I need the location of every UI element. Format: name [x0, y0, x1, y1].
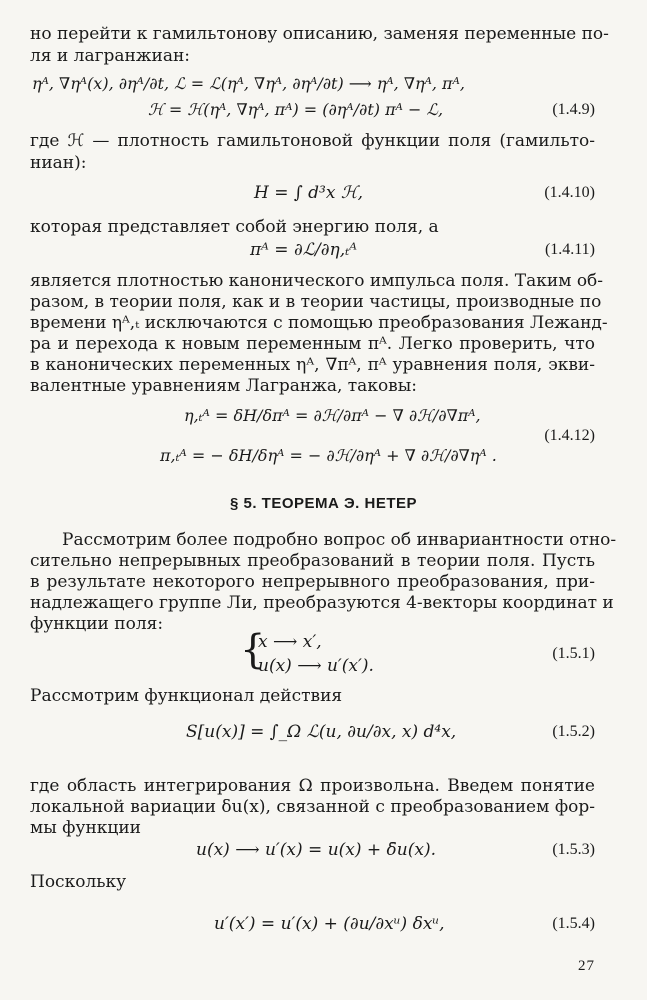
text-line: функции поля:	[30, 614, 164, 634]
text-line: в результате некоторого непрерывного преобразования, при-	[30, 572, 595, 592]
text-line: ниан):	[30, 153, 87, 173]
text-line: разом, в теории поля, как и в теории частицы, производные по	[30, 292, 602, 312]
section-heading: § 5. ТЕОРЕМА Э. НЕТЕР	[229, 495, 418, 512]
text-line: является плотностью канонического импульса поля. Таким об-	[30, 271, 604, 291]
text-line: ра и перехода к новым переменным πᴬ. Легко проверить, что	[30, 334, 595, 354]
text-line: времени ηᴬ,ₜ исключаются с помощью преобразования Лежанд-	[30, 313, 608, 333]
equation-number: (1.4.12)	[544, 427, 595, 444]
equation-1-5-2: S[u(x)] = ∫_Ω ℒ(u, ∂u/∂x, x) d⁴x,	[186, 722, 457, 742]
text-line: но перейти к гамильтонову описанию, заменяя переменные по-	[30, 24, 609, 44]
text-line: мы функции	[30, 818, 142, 838]
equation-1-4-9-line1: ηᴬ, ∇ηᴬ(x), ∂ηᴬ/∂t, ℒ = ℒ(ηᴬ, ∇ηᴬ, ∂ηᴬ/∂t) ⟶ ηᴬ, ∇ηᴬ, πᴬ,	[32, 74, 465, 93]
equation-1-5-1-line2: u(x) ⟶ u′(x′).	[258, 656, 374, 676]
brace: {	[240, 627, 266, 673]
text-line: где ℋ — плотность гамильтоновой функции поля (гамильто-	[30, 131, 595, 151]
text-line: которая представляет собой энергию поля, а	[30, 217, 439, 237]
text-line: сительно непрерывных преобразований в теории поля. Пусть	[30, 551, 595, 571]
text-line: ля и лагранжиан:	[30, 46, 191, 66]
text-line: надлежащего группе Ли, преобразуются 4-векторы координат и	[30, 593, 614, 613]
equation-1-4-12-line2: π,ₜᴬ = − δH/δηᴬ = − ∂ℋ/∂ηᴬ + ∇ ∂ℋ/∂∇ηᴬ .	[160, 446, 497, 465]
equation-number: (1.4.11)	[544, 241, 595, 258]
text-line: Рассмотрим функционал действия	[30, 686, 343, 706]
text-line: локальной вариации δu(x), связанной с преобразованием фор-	[30, 797, 595, 817]
equation-1-5-4: u′(x′) = u′(x) + (∂u/∂xᵘ) δxᵘ,	[214, 914, 445, 934]
text-line: Поскольку	[30, 872, 127, 892]
equation-number: (1.4.10)	[544, 184, 595, 201]
equation-number: (1.4.9)	[552, 101, 595, 118]
equation-1-4-9-line2: ℋ = ℋ(ηᴬ, ∇ηᴬ, πᴬ) = (∂ηᴬ/∂t) πᴬ − ℒ,	[148, 100, 444, 119]
text-line: Рассмотрим более подробно вопрос об инвариантности отно-	[62, 530, 617, 550]
equation-number: (1.5.2)	[552, 723, 595, 740]
equation-1-4-10: H = ∫ d³x ℋ,	[254, 183, 364, 203]
equation-1-5-1-line1: x ⟶ x′,	[258, 632, 322, 652]
equation-1-4-11: πᴬ = ∂ℒ/∂η,ₜᴬ	[250, 240, 358, 260]
text-line: валентные уравнениям Лагранжа, таковы:	[30, 376, 418, 396]
text-line: где область интегрирования Ω произвольна. Введем понятие	[30, 776, 595, 796]
equation-number: (1.5.3)	[552, 841, 595, 858]
equation-number: (1.5.4)	[552, 915, 595, 932]
equation-number: (1.5.1)	[552, 645, 595, 662]
equation-1-4-12-line1: η,ₜᴬ = δH/δπᴬ = ∂ℋ/∂πᴬ − ∇ ∂ℋ/∂∇πᴬ,	[184, 406, 481, 425]
text-line: в канонических переменных ηᴬ, ∇πᴬ, πᴬ уравнения поля, экви-	[30, 355, 595, 375]
page-number: 27	[578, 958, 595, 974]
equation-1-5-3: u(x) ⟶ u′(x) = u(x) + δ̄u(x).	[196, 840, 436, 860]
